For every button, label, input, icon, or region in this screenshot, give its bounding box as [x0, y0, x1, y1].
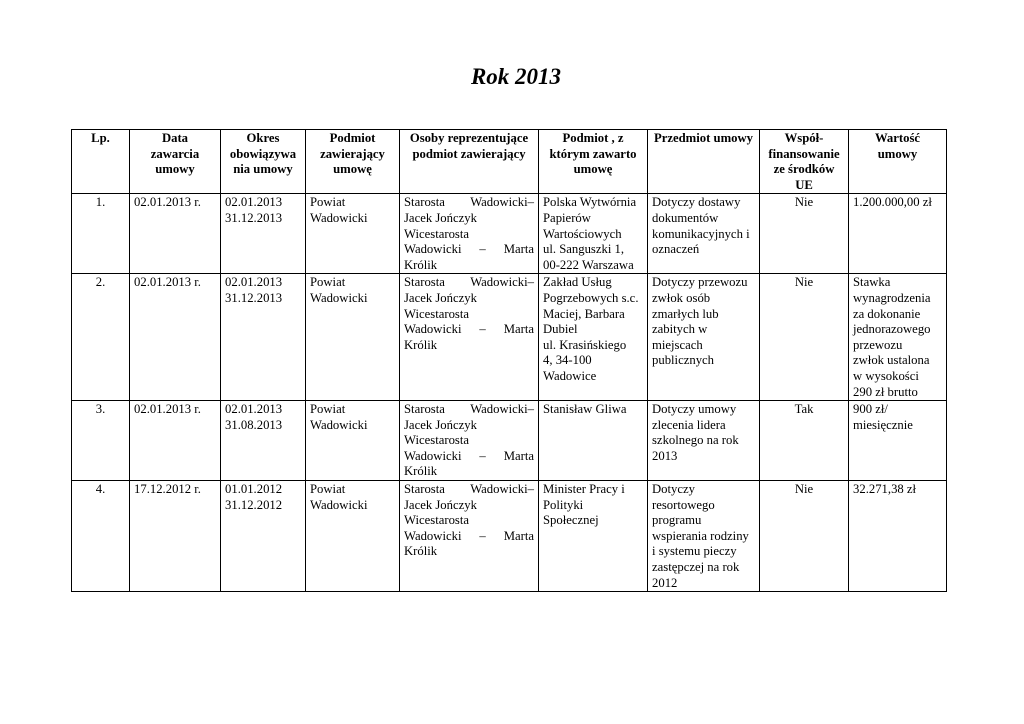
cell-lp: 3.: [72, 401, 130, 481]
cell-kontrahent: Zakład Usług Pogrzebowych s.c. Maciej, Barbara Dubiel ul. Krasińskiego 4, 34-100 Wadowice: [539, 274, 648, 401]
cell-wartosc: 1.200.000,00 zł: [849, 194, 947, 274]
cell-data-zawarcia: 02.01.2013 r.: [130, 401, 221, 481]
table-row: [72, 401, 947, 481]
cell-przedmiot: Dotyczy dostawy dokumentów komunikacyjnych i oznaczeń: [648, 194, 760, 274]
header-kontrahent: Podmiot , z którym zawarto umowę: [539, 130, 648, 194]
cell-wspolfinansowanie: Tak: [760, 401, 849, 481]
cell-osoby: Starosta Wadowicki– Jacek Jończyk Wicestarosta Wadowicki – Marta Królik: [400, 274, 539, 401]
cell-data-zawarcia: 02.01.2013 r.: [130, 194, 221, 274]
cell-data-zawarcia: 17.12.2012 r.: [130, 481, 221, 592]
cell-kontrahent: Polska Wytwórnia Papierów Wartościowych ul. Sanguszki 1, 00-222 Warszawa: [539, 194, 648, 274]
cell-kontrahent: Minister Pracy i Polityki Społecznej: [539, 481, 648, 592]
cell-osoby: Starosta Wadowicki– Jacek Jończyk Wicestarosta Wadowicki – Marta Królik: [400, 401, 539, 481]
cell-wspolfinansowanie: Nie: [760, 274, 849, 401]
header-osoby: Osoby reprezentujące podmiot zawierający: [400, 130, 539, 194]
header-data: Data zawarcia umowy: [130, 130, 221, 194]
cell-lp: 4.: [72, 481, 130, 592]
cell-okres: 02.01.2013 31.08.2013: [221, 401, 306, 481]
cell-data-zawarcia: 02.01.2013 r.: [130, 274, 221, 401]
cell-lp: 1.: [72, 194, 130, 274]
cell-przedmiot: Dotyczy umowy zlecenia lidera szkolnego na rok 2013: [648, 401, 760, 481]
header-podmiot: Podmiot zawierający umowę: [306, 130, 400, 194]
cell-lp: 2.: [72, 274, 130, 401]
header-okres: Okres obowiązywa nia umowy: [221, 130, 306, 194]
header-wspolfinansowanie: Współ- finansowanie ze środków UE: [760, 130, 849, 194]
table-row: [72, 274, 947, 401]
header-lp: Lp.: [72, 130, 130, 194]
cell-podmiot: Powiat Wadowicki: [306, 481, 400, 592]
table-row: [72, 481, 947, 592]
cell-wartosc: 32.271,38 zł: [849, 481, 947, 592]
cell-kontrahent: Stanisław Gliwa: [539, 401, 648, 481]
cell-okres: 01.01.2012 31.12.2012: [221, 481, 306, 592]
cell-podmiot: Powiat Wadowicki: [306, 274, 400, 401]
page-title: Rok 2013: [470, 64, 562, 89]
table-row: [72, 194, 947, 274]
cell-okres: 02.01.2013 31.12.2013: [221, 274, 306, 401]
cell-podmiot: Powiat Wadowicki: [306, 194, 400, 274]
cell-podmiot: Powiat Wadowicki: [306, 401, 400, 481]
header-wartosc: Wartość umowy: [849, 130, 947, 194]
cell-wspolfinansowanie: Nie: [760, 194, 849, 274]
header-row: [72, 130, 947, 194]
cell-przedmiot: Dotyczy resortowego programu wspierania rodziny i systemu pieczy zastępczej na rok 2012: [648, 481, 760, 592]
cell-osoby: Starosta Wadowicki– Jacek Jończyk Wicestarosta Wadowicki – Marta Królik: [400, 481, 539, 592]
cell-wartosc: Stawka wynagrodzenia za dokonanie jednorazowego przewozu zwłok ustalona w wysokości 290 zł brutto: [849, 274, 947, 401]
contracts-table: [71, 129, 947, 592]
cell-przedmiot: Dotyczy przewozu zwłok osób zmarłych lub zabitych w miejscach publicznych: [648, 274, 760, 401]
cell-wartosc: 900 zł/ miesięcznie: [849, 401, 947, 481]
cell-osoby: Starosta Wadowicki– Jacek Jończyk Wicestarosta Wadowicki – Marta Królik: [400, 194, 539, 274]
header-przedmiot: Przedmiot umowy: [648, 130, 760, 194]
cell-wspolfinansowanie: Nie: [760, 481, 849, 592]
cell-okres: 02.01.2013 31.12.2013: [221, 194, 306, 274]
